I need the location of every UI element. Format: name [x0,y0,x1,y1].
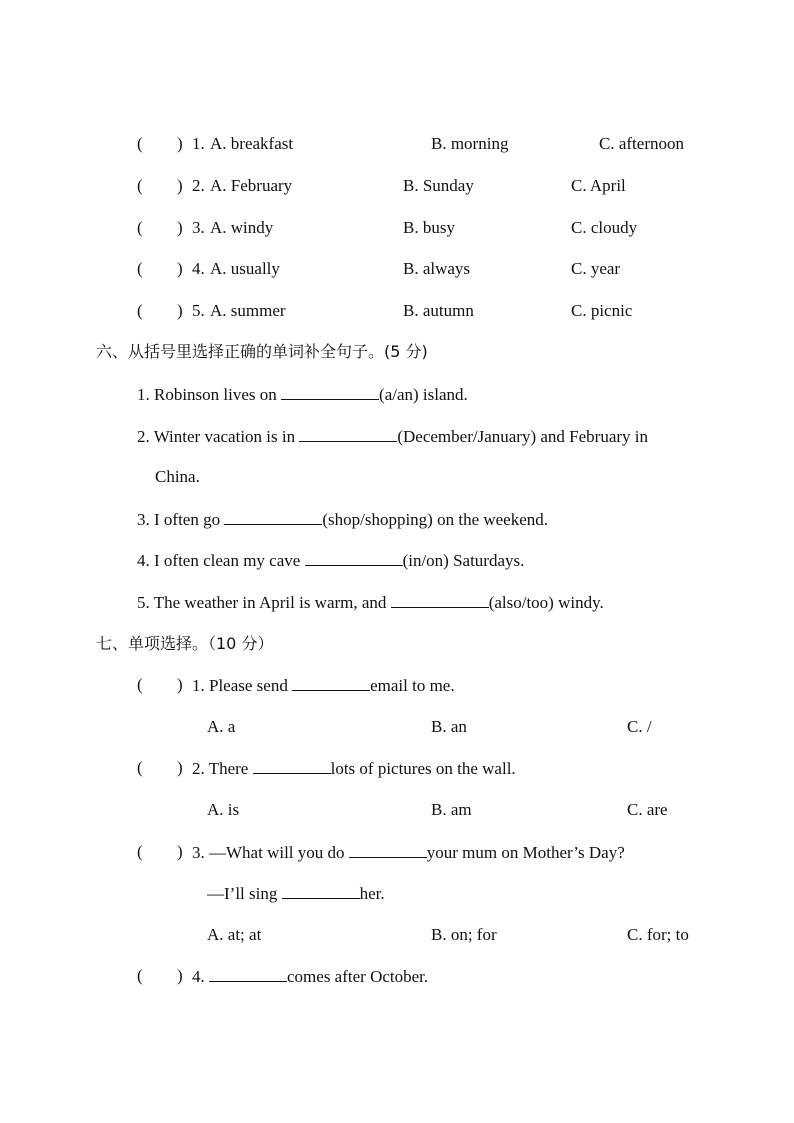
s6-item-2-continuation: China. [155,467,200,486]
sentence-end: (a/an) island. [379,385,468,404]
option-c: C. year [571,259,621,278]
question-number: 5. [192,301,205,320]
sentence-start: 2. Winter vacation is in [137,427,300,446]
sentence-start: 5. The weather in April is warm, and [137,593,391,612]
answer-brackets[interactable]: ( ) [137,966,183,985]
option-c[interactable]: C. for; to [627,925,689,944]
option-c: C. afternoon [599,134,684,153]
question-end: email to me. [370,676,455,695]
answer-brackets[interactable]: ( ) [137,758,183,777]
fill-blank[interactable] [292,673,370,691]
question-end: lots of pictures on the wall. [330,759,516,778]
sentence-end: (December/January) and February in [397,427,649,446]
option-c: C. April [571,176,626,195]
fill-blank[interactable] [299,424,397,442]
option-c: C. cloudy [571,218,638,237]
option-b: B. busy [403,218,455,237]
fill-blank[interactable] [305,548,403,566]
fill-blank[interactable] [224,507,322,525]
question-number: 1. [192,676,205,695]
option-b: B. always [403,259,471,278]
fill-blank[interactable] [209,964,287,982]
option-a: A. windy [210,218,274,237]
answer-brackets[interactable]: ( ) [137,675,183,694]
fill-blank[interactable] [349,840,427,858]
question-number: 1. [192,134,205,153]
sentence-start: 1. Robinson lives on [137,385,282,404]
sentence-start: 3. I often go [137,510,225,529]
question-end: comes after October. [287,967,429,986]
question-number: 2. [192,176,205,195]
question-number: 3. [192,218,205,237]
question-number: 4. [192,967,205,986]
option-b[interactable]: B. am [431,800,472,819]
answer-brackets[interactable]: ( ) [137,176,183,195]
option-b[interactable]: B. an [431,717,467,736]
answer-brackets[interactable]: ( ) [137,842,183,861]
option-a[interactable]: A. is [207,800,240,819]
answer-brackets[interactable]: ( ) [137,301,183,320]
option-a[interactable]: A. at; at [207,925,262,944]
sentence-end: (also/too) windy. [488,593,604,612]
s7-question-3-reply [207,881,385,905]
option-a[interactable]: A. a [207,717,236,736]
option-b: B. Sunday [403,176,474,195]
option-a: A. February [210,176,293,195]
option-c: C. picnic [571,301,633,320]
fill-blank[interactable] [282,881,360,899]
question-end: your mum on Mother’s Day? [426,843,625,862]
section7-title: 七、单项选择。（10 分） [96,634,274,653]
option-b[interactable]: B. on; for [431,925,497,944]
option-a: A. breakfast [210,134,294,153]
sentence-end: (shop/shopping) on the weekend. [322,510,549,529]
question-start: Please send [209,676,293,695]
fill-blank[interactable] [391,590,489,608]
s6-item-3 [137,507,548,531]
option-a: A. usually [210,259,280,278]
fill-blank[interactable] [281,382,379,400]
sentence-end: (in/on) Saturdays. [402,551,525,570]
sentence-start: 4. I often clean my cave [137,551,305,570]
reply-start: —I’ll sing [207,884,282,903]
answer-brackets[interactable]: ( ) [137,218,183,237]
s6-item-1 [137,382,468,406]
option-b: B. morning [431,134,509,153]
answer-brackets[interactable]: ( ) [137,259,183,278]
question-start: —What will you do [209,843,349,862]
s6-item-4 [137,548,524,572]
option-b: B. autumn [403,301,474,320]
question-number: 3. [192,843,205,862]
option-c[interactable]: C. / [627,717,652,736]
s6-item-5 [137,590,604,614]
section6-title: 六、从括号里选择正确的单词补全句子。(5 分) [96,342,428,361]
fill-blank[interactable] [253,756,331,774]
option-a: A. summer [210,301,286,320]
question-start: There [208,759,253,778]
answer-brackets[interactable]: ( ) [137,134,183,153]
question-number: 2. [192,759,205,778]
question-number: 4. [192,259,205,278]
reply-end: her. [359,884,385,903]
s6-item-2 [137,424,648,448]
option-c[interactable]: C. are [627,800,668,819]
